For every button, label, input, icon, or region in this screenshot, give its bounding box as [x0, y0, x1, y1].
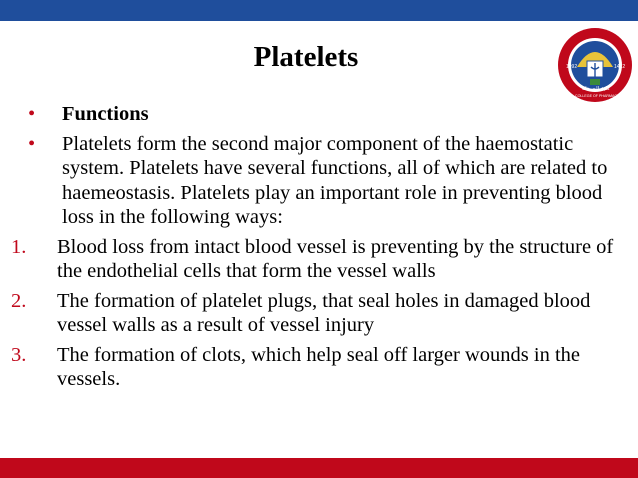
- number-marker: 2.: [11, 289, 27, 312]
- college-logo: [557, 27, 633, 103]
- bullet-text: Functions: [62, 103, 149, 125]
- logo-year-right: 1412: [614, 64, 626, 70]
- logo-arabic-text: كلية الصيدلة: [582, 86, 610, 92]
- logo-english-text: COLLEGE OF PHARMACY: [575, 94, 620, 98]
- slide-title: Platelets: [253, 41, 359, 73]
- number-marker: 3.: [11, 343, 27, 366]
- bullet-marker: •: [28, 132, 36, 155]
- numbered-item-2: [11, 289, 634, 338]
- numbered-text: The formation of clots, which help seal off larger wounds in the vessels.: [57, 343, 581, 390]
- numbered-item-3: [11, 343, 634, 392]
- numbered-text: Blood loss from intact blood vessel is preventing by the structure of the endothelial cells that form the vessel walls: [57, 235, 614, 282]
- bullet-functions: [28, 102, 634, 127]
- logo-year-left: 1992: [566, 64, 578, 70]
- bottom-accent-bar: [0, 458, 638, 478]
- slide-content: [11, 102, 634, 397]
- bullet-text: Platelets form the second major component of the haemostatic system. Platelets have several functions, all of which are related to haemeostasis. Platelets play an important role in preventing blood loss in the following ways:: [62, 132, 608, 228]
- bullet-platelets-intro: [28, 132, 634, 230]
- numbered-text: The formation of platelet plugs, that seal holes in damaged blood vessel walls as a result of vessel injury: [57, 289, 591, 336]
- top-accent-bar: [0, 0, 638, 21]
- number-marker: 1.: [11, 235, 27, 258]
- numbered-item-1: [11, 235, 634, 284]
- bullet-marker: •: [28, 103, 36, 125]
